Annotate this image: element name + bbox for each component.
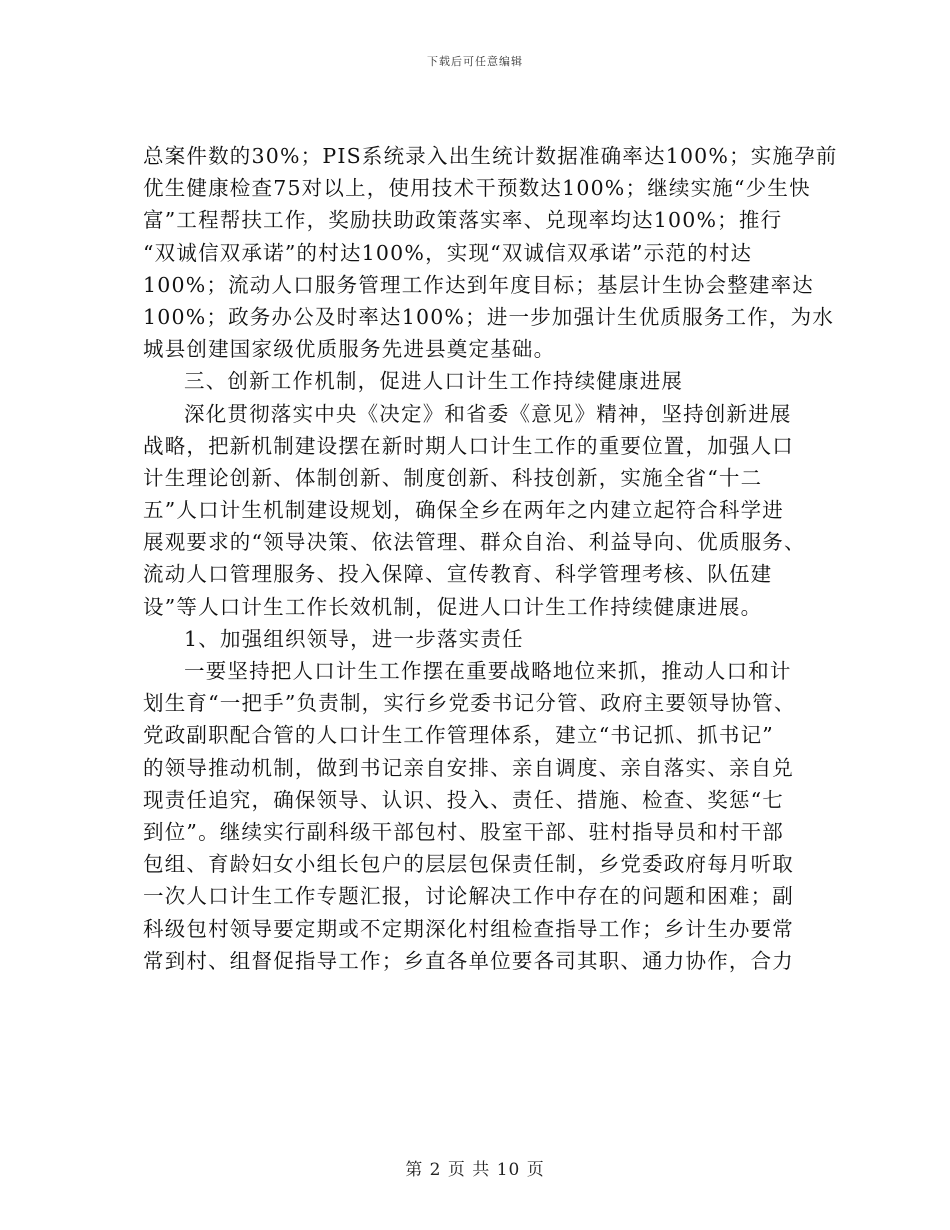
page-number: 第 2 页 共 10 页 <box>405 1160 545 1180</box>
body-line: 党政副职配合管的人口计生工作管理体系，建立“书记抓、抓书记” <box>143 723 774 748</box>
body-line: 展观要求的“领导决策、依法管理、群众自治、利益导向、优质服务、 <box>143 530 806 555</box>
subsection-heading: 1、加强组织领导，进一步落实责任 <box>184 626 524 651</box>
body-line: 到位”。继续实行副科级干部包村、股室干部、驻村指导员和村干部 <box>143 819 784 844</box>
page-header-note: 下载后可任意编辑 <box>427 55 523 68</box>
body-line: 优生健康检查75对以上，使用技术干预数达100%；继续实施“少生快 <box>143 176 811 201</box>
body-line: 设”等人口计生工作长效机制，促进人口计生工作持续健康进展。 <box>143 594 763 619</box>
body-line: 划生育“一把手”负责制，实行乡党委书记分管、政府主要领导协管、 <box>143 691 796 716</box>
body-line: 常到村、组督促指导工作；乡直各单位要各司其职、通力协作，合力 <box>143 948 794 973</box>
body-line: 计生理论创新、体制创新、制度创新、科技创新，实施全省“十二 <box>143 465 763 490</box>
body-line: 深化贯彻落实中央《决定》和省委《意见》精神，坚持创新进展 <box>184 401 792 426</box>
body-line: 一次人口计生工作专题汇报，讨论解决工作中存在的问题和困难；副 <box>143 884 794 909</box>
section-heading: 三、创新工作机制，促进人口计生工作持续健康进展 <box>184 369 684 394</box>
body-line: 五”人口计生机制建设规划，确保全乡在两年之内建立起符合科学进 <box>143 498 784 523</box>
body-line: “双诚信双承诺”的村达100%，实现“双诚信双承诺”示范的村达 <box>143 240 753 265</box>
body-line: 的领导推动机制，做到书记亲自安排、亲自调度、亲自落实、亲自兑 <box>143 755 794 780</box>
body-line: 富”工程帮扶工作，奖励扶助政策落实率、兑现率均达100%；推行 <box>143 208 783 233</box>
body-line: 城县创建国家级优质服务先进县奠定基础。 <box>143 337 556 362</box>
body-line: 总案件数的30%；PIS系统录入出生统计数据准确率达100%；实施孕前 <box>143 144 838 168</box>
body-line: 100%；流动人口服务管理工作达到年度目标；基层计生协会整建率达 <box>143 272 815 297</box>
body-line: 包组、育龄妇女小组长包户的层层包保责任制，乡党委政府每月听取 <box>143 852 794 877</box>
document-body <box>143 140 838 977</box>
body-line: 科级包村领导要定期或不定期深化村组检查指导工作；乡计生办要常 <box>143 916 794 941</box>
body-line: 一要坚持把人口计生工作摆在重要战略地位来抓，推动人口和计 <box>184 659 792 683</box>
body-line: 战略，把新机制建设摆在新时期人口计生工作的重要位置，加强人口 <box>143 433 794 458</box>
body-line: 流动人口管理服务、投入保障、宣传教育、科学管理考核、队伍建 <box>143 562 773 587</box>
body-line: 100%；政务办公及时率达100%；进一步加强计生优质服务工作，为水 <box>143 304 835 329</box>
body-line: 现责任追究，确保领导、认识、投入、责任、措施、检查、奖惩“七 <box>143 787 784 812</box>
